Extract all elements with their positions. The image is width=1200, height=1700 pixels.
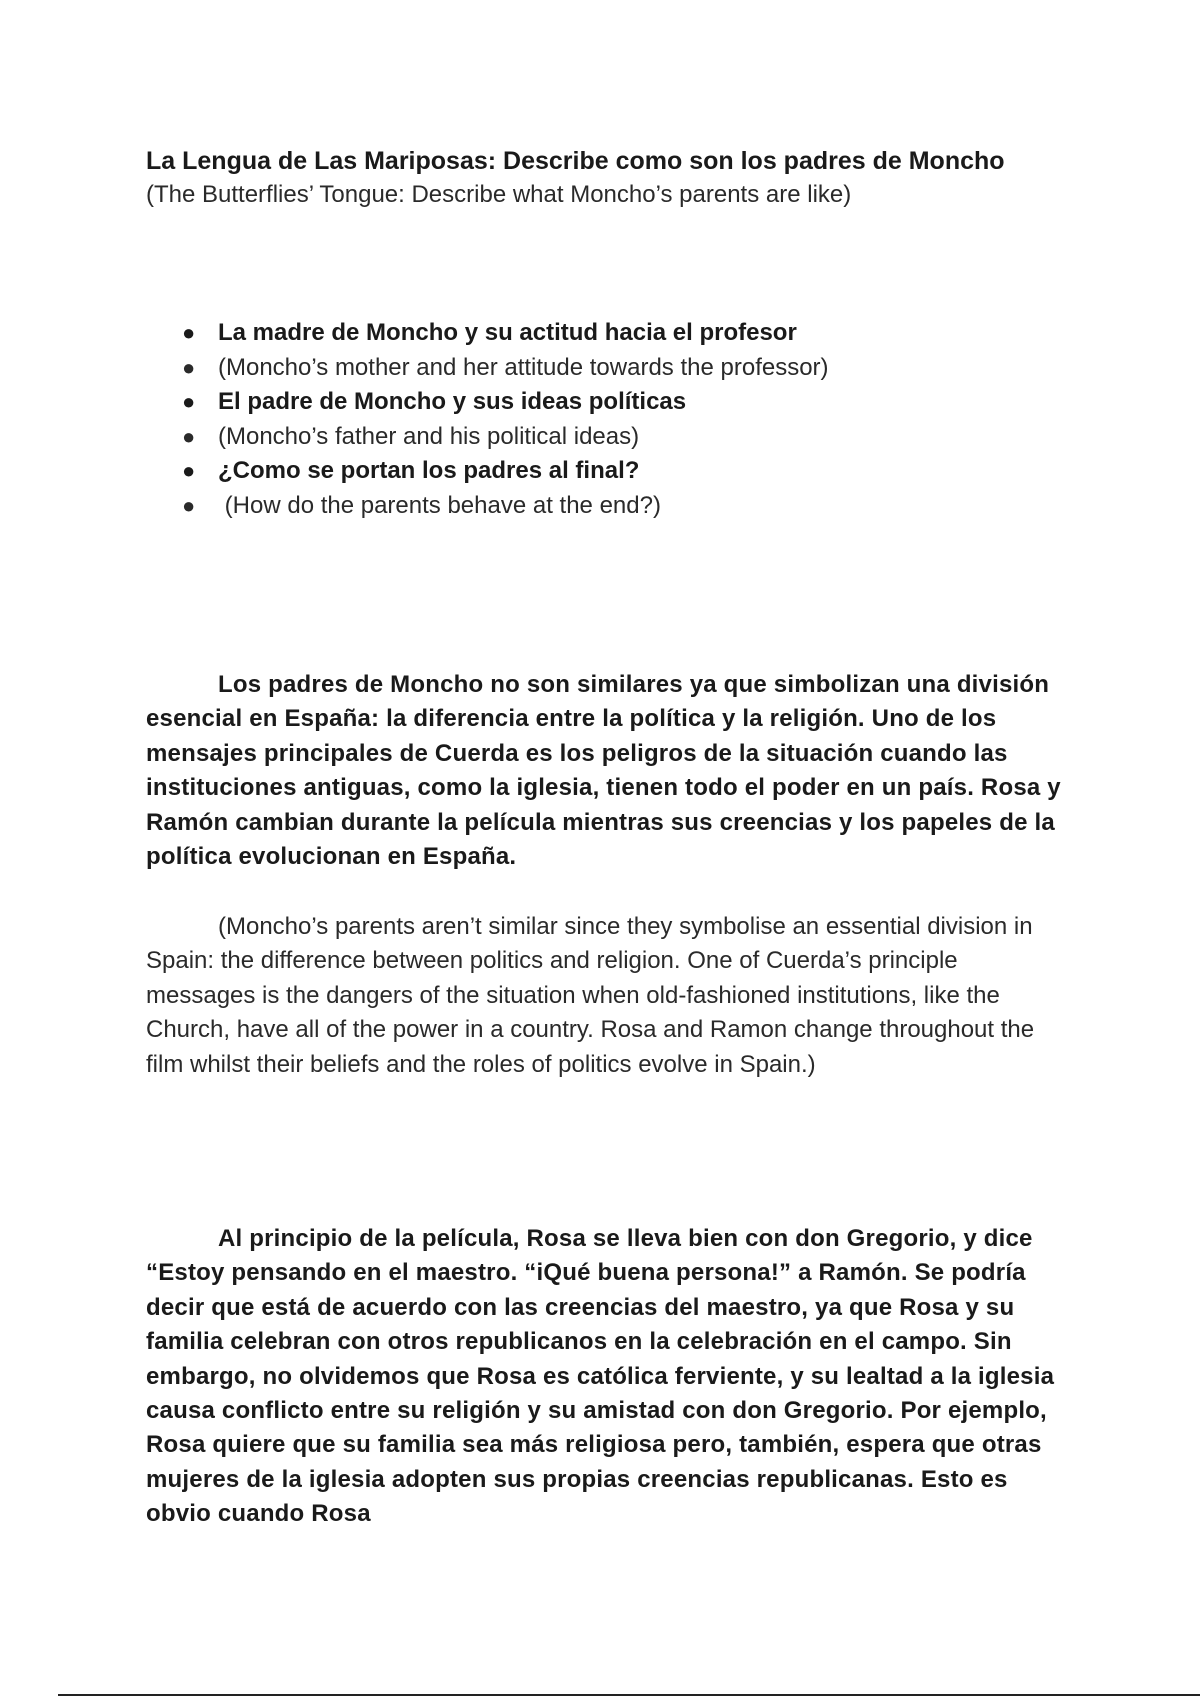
bullet-icon: ● — [182, 320, 196, 345]
bullet-text: (Moncho’s mother and her attitude towards the professor) — [218, 353, 829, 381]
bullet-item — [182, 489, 1062, 524]
page-bottom-rule — [58, 1694, 1200, 1696]
bullet-item — [182, 351, 1062, 386]
paragraph-spanish-body: Al principio de la película, Rosa se lleva bien con don Gregorio, y dice “Estoy pensando en el maestro. “iQué buena persona!” a Ramón. Se podría decir que está de acuerdo con las creencias del maestro, ya que Rosa y su familia celebran con otros republicanos en la celebración en el campo. Sin embargo, no olvidemos que Rosa es católica ferviente, y su lealtad a la iglesia causa conflicto entre su religión y su amistad con don Gregorio. Por ejemplo, Rosa quiere que su familia sea más religiosa pero, también, espera que otras mujeres de la iglesia adopten sus propias creencias republicanas. Esto es obvio cuando Rosa — [146, 1225, 1055, 1528]
bullet-icon: ● — [182, 354, 196, 380]
bullet-icon: ● — [182, 423, 196, 449]
paragraph-spanish-intro: Los padres de Moncho no son similares ya que simbolizan una división esencial en España: la diferencia entre la política y la religión. Uno de los mensajes principales de Cuerda es los peligros de la situación cuando las instituciones antiguas, como la iglesia, tienen todo el poder en un país. Rosa y Ramón cambian durante la película mientras sus creencias y los papeles de la política evolucionan en España. — [146, 671, 1061, 871]
bullet-item — [182, 454, 1062, 489]
document-page — [146, 144, 1066, 1528]
bullet-icon: ● — [182, 389, 196, 415]
bullet-text: (Moncho’s father and his political ideas) — [218, 422, 640, 450]
bullet-icon: ● — [182, 492, 196, 518]
document-subtitle: (The Butterflies’ Tongue: Describe what Moncho’s parents are like) — [146, 181, 852, 208]
bullet-text: ¿Como se portan los padres al final? — [218, 457, 640, 485]
paragraph-english-translation: (Moncho’s parents aren’t similar since they symbolise an essential division in Spain: the difference between politics and religion. One of Cuerda’s principle messages is the dangers of the situation when old-fashioned institutions, like the Church, have all of the power in a country. Rosa and Ramon change throughout the film whilst their beliefs and the roles of politics evolve in Spain.) — [146, 913, 1035, 1078]
bullet-text: (How do the parents behave at the end?) — [218, 491, 661, 519]
bullet-icon: ● — [182, 458, 196, 484]
document-title: La Lengua de Las Mariposas: Describe como son los padres de Moncho — [146, 147, 1005, 175]
bullet-item — [182, 420, 1062, 455]
bullet-text: La madre de Moncho y su actitud hacia el profesor — [218, 319, 797, 346]
bullet-item — [182, 316, 1062, 351]
bullet-item — [182, 385, 1062, 420]
bullet-text: El padre de Moncho y sus ideas políticas — [218, 388, 687, 416]
outline-bullet-list — [182, 316, 1062, 524]
